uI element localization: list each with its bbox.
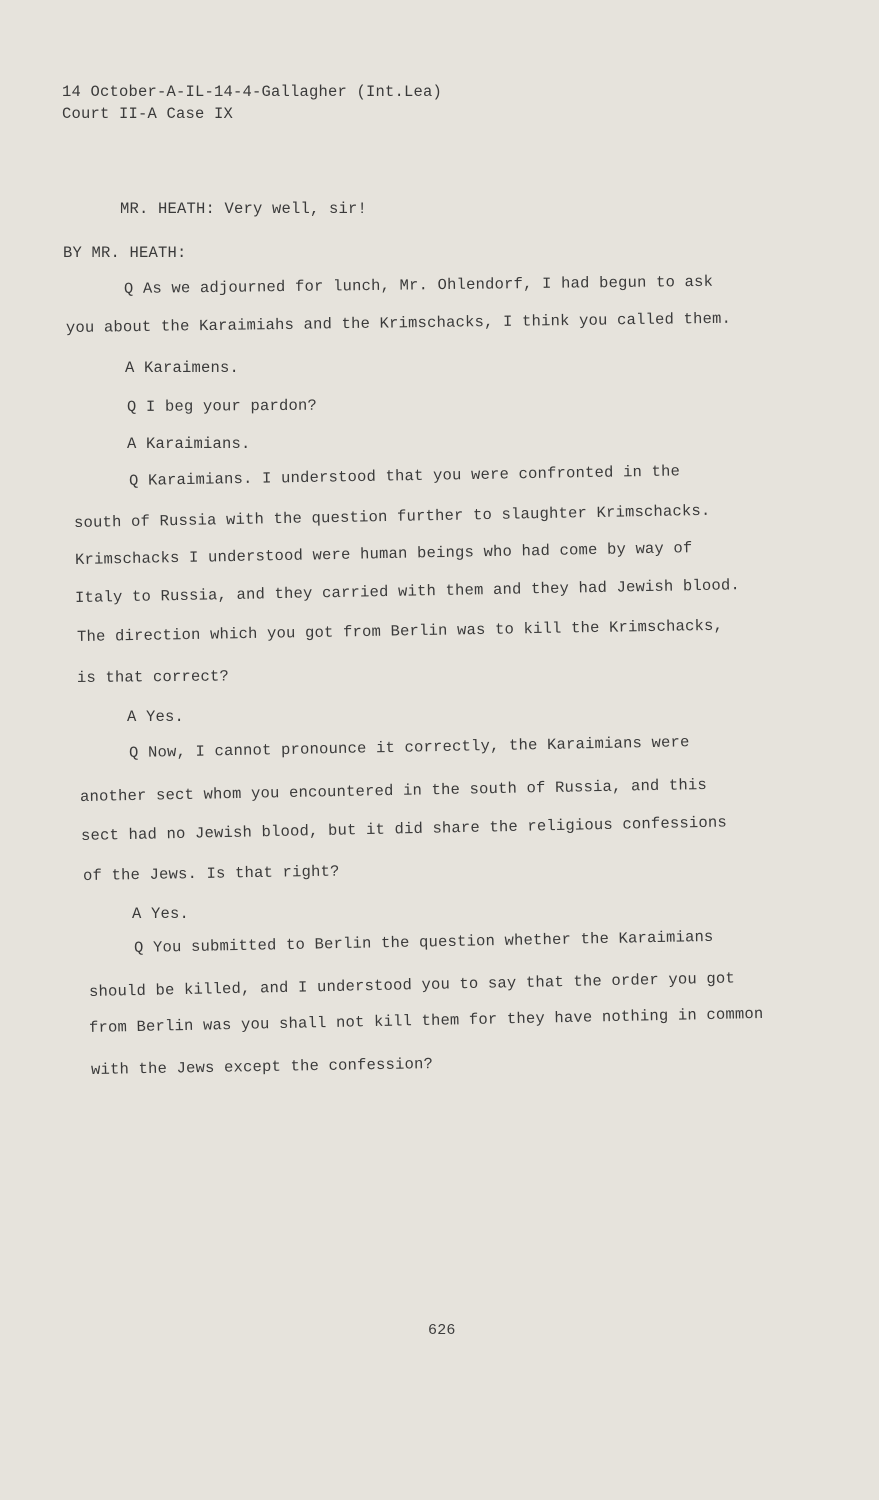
question-4-line-2: another sect whom you encountered in the south of Russia, and this	[79, 775, 708, 806]
answer-3: A Yes.	[127, 708, 185, 726]
header-case-reference: 14 October-A-IL-14-4-Gallagher (Int.Lea)	[62, 83, 443, 101]
header-court-case: Court II-A Case IX	[62, 105, 234, 123]
question-3-line-5: The direction which you got from Berlin was to kill the Krimschacks,	[76, 616, 724, 646]
question-1-line-2: you about the Karaimiahs and the Krimschacks, I think you called them.	[65, 309, 732, 337]
question-1-line-1: Q As we adjourned for lunch, Mr. Ohlendorf, I had begun to ask	[123, 272, 714, 298]
question-3-line-1: Q Karaimians. I understood that you were confronted in the	[128, 462, 681, 490]
question-5-line-4: with the Jews except the confession?	[90, 1055, 434, 1079]
question-3-line-4: Italy to Russia, and they carried with them and they had Jewish blood.	[74, 576, 741, 607]
question-4-line-3: sect had no Jewish blood, but it did share the religious confessions	[80, 813, 728, 845]
question-5-line-1: Q You submitted to Berlin the question whether the Karaimians	[133, 927, 714, 957]
question-4-line-4: of the Jews. Is that right?	[82, 862, 340, 885]
answer-2: A Karaimians.	[127, 435, 251, 453]
question-2: Q I beg your pardon?	[126, 396, 318, 416]
page-number: 626	[428, 1322, 456, 1339]
question-3-line-3: Krimschacks I understood were human beings who had come by way of	[74, 539, 693, 569]
answer-1: A Karaimens.	[125, 359, 240, 377]
question-5-line-3: from Berlin was you shall not kill them for they have nothing in common	[88, 1004, 764, 1037]
question-3-line-6: is that correct?	[76, 667, 230, 687]
question-5-line-2: should be killed, and I understood you to say that the order you got	[88, 969, 736, 1001]
examination-heading: BY MR. HEATH:	[63, 244, 187, 262]
answer-4: A Yes.	[132, 905, 190, 923]
question-3-line-2: south of Russia with the question further to slaughter Krimschacks.	[73, 501, 711, 532]
question-4-line-1: Q Now, I cannot pronounce it correctly, the Karaimians were	[128, 733, 690, 762]
speaker-line: MR. HEATH: Very well, sir!	[120, 200, 368, 218]
